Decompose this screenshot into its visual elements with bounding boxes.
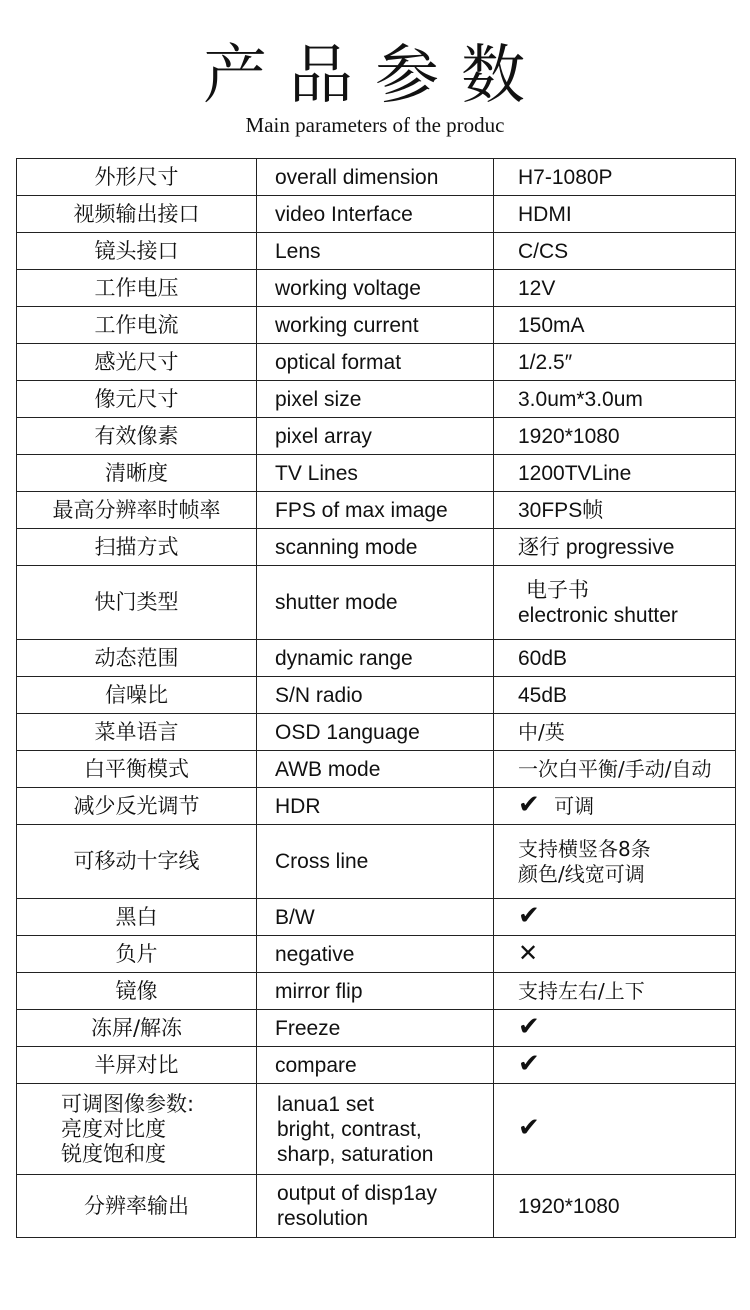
- param-value: 1/2.5″: [494, 344, 736, 381]
- param-value: 一次白平衡/手动/自动: [494, 751, 736, 788]
- table-row: [17, 640, 736, 677]
- param-name-en: working voltage: [257, 270, 494, 307]
- param-name-en: FPS of max image: [257, 492, 494, 529]
- param-value: [494, 936, 736, 973]
- param-value: 150mA: [494, 307, 736, 344]
- param-name-line: resolution: [277, 1207, 369, 1230]
- param-name-zh: 白平衡模式: [17, 751, 257, 788]
- table-row: [17, 159, 736, 196]
- param-name-zh: 工作电压: [17, 270, 257, 307]
- param-name-en: scanning mode: [257, 529, 494, 566]
- param-name-en: pixel array: [257, 418, 494, 455]
- param-name-zh: 有效像素: [17, 418, 257, 455]
- param-name-zh: 镜像: [17, 973, 257, 1010]
- param-name-zh: 工作电流: [17, 307, 257, 344]
- param-value: [494, 825, 736, 899]
- table-row: [17, 233, 736, 270]
- param-name-en: mirror flip: [257, 973, 494, 1010]
- param-name-en: video Interface: [257, 196, 494, 233]
- param-name-en: [257, 1175, 494, 1238]
- param-name-zh: 扫描方式: [17, 529, 257, 566]
- param-value: 3.0um*3.0um: [494, 381, 736, 418]
- table-row: [17, 788, 736, 825]
- check-icon: ✔: [518, 1012, 540, 1042]
- param-value: 12V: [494, 270, 736, 307]
- param-name-en: Lens: [257, 233, 494, 270]
- param-name-line: 锐度饱和度: [61, 1141, 166, 1166]
- param-value: HDMI: [494, 196, 736, 233]
- table-row: [17, 751, 736, 788]
- param-name-en: compare: [257, 1047, 494, 1084]
- param-value: H7-1080P: [494, 159, 736, 196]
- param-name-zh: 镜头接口: [17, 233, 257, 270]
- param-name-en: [257, 1084, 494, 1175]
- param-name-en: negative: [257, 936, 494, 973]
- check-icon: ✔: [518, 901, 540, 931]
- param-name-en: HDR: [257, 788, 494, 825]
- param-name-en: S/N radio: [257, 677, 494, 714]
- param-value-line: 颜色/线宽可调: [518, 861, 645, 886]
- param-name-zh: 最高分辨率时帧率: [17, 492, 257, 529]
- param-name-zh: [17, 1084, 257, 1175]
- table-row: [17, 418, 736, 455]
- param-name-line: 亮度对比度: [61, 1116, 166, 1141]
- table-row: [17, 714, 736, 751]
- param-value: [494, 899, 736, 936]
- table-row: [17, 1010, 736, 1047]
- page-subtitle: Main parameters of the produc: [245, 113, 505, 137]
- table-row: [17, 1175, 736, 1238]
- param-name-zh: 冻屏/解冻: [17, 1010, 257, 1047]
- param-name-en: shutter mode: [257, 566, 494, 640]
- param-name-zh: 动态范围: [17, 640, 257, 677]
- param-name-line: sharp, saturation: [277, 1142, 434, 1166]
- cross-icon: ✕: [518, 939, 539, 967]
- param-name-en: B/W: [257, 899, 494, 936]
- table-row: [17, 825, 736, 899]
- param-name-zh: 外形尺寸: [17, 159, 257, 196]
- table-row: [17, 1047, 736, 1084]
- param-name-zh: 减少反光调节: [17, 788, 257, 825]
- param-value: 1920*1080: [494, 1175, 736, 1238]
- param-value: [494, 566, 736, 640]
- param-value: 1920*1080: [494, 418, 736, 455]
- param-name-zh: 负片: [17, 936, 257, 973]
- table-row: [17, 566, 736, 640]
- table-row: [17, 1084, 736, 1175]
- param-name-line: bright, contrast,: [277, 1117, 422, 1141]
- table-row: [17, 677, 736, 714]
- param-name-line: 可调图像参数:: [61, 1091, 195, 1116]
- param-value-line: 支持横竖各8条: [518, 836, 651, 861]
- page-title: 产品参数: [203, 39, 547, 113]
- table-row: [17, 492, 736, 529]
- param-value: 逐行 progressive: [494, 529, 736, 566]
- check-icon: ✔: [518, 1049, 540, 1079]
- param-value-line: electronic shutter: [518, 603, 678, 627]
- param-name-en: dynamic range: [257, 640, 494, 677]
- param-name-en: TV Lines: [257, 455, 494, 492]
- param-name-zh: 快门类型: [17, 566, 257, 640]
- param-value-line: 电子书: [526, 578, 589, 602]
- param-name-en: pixel size: [257, 381, 494, 418]
- param-name-line: lanua1 set: [277, 1092, 374, 1116]
- check-icon: ✔: [518, 1113, 540, 1143]
- param-value: 支持左右/上下: [494, 973, 736, 1010]
- param-value: 1200TVLine: [494, 455, 736, 492]
- param-value: 30FPS帧: [494, 492, 736, 529]
- table-row: [17, 936, 736, 973]
- param-value: [494, 788, 736, 825]
- table-row: [17, 899, 736, 936]
- param-name-line: output of disp1ay: [277, 1182, 437, 1205]
- param-value: 中/英: [494, 714, 736, 751]
- param-value: 45dB: [494, 677, 736, 714]
- param-name-en: Freeze: [257, 1010, 494, 1047]
- param-name-en: Cross line: [257, 825, 494, 899]
- param-value: [494, 1084, 736, 1175]
- param-name-zh: 清晰度: [17, 455, 257, 492]
- check-icon: ✔: [518, 790, 540, 820]
- param-value: [494, 1010, 736, 1047]
- param-name-zh: 视频输出接口: [17, 196, 257, 233]
- param-value-text: 可调: [554, 794, 595, 818]
- param-name-zh: 信噪比: [17, 677, 257, 714]
- table-row: [17, 270, 736, 307]
- table-row: [17, 344, 736, 381]
- param-name-en: overall dimension: [257, 159, 494, 196]
- spec-table: [16, 158, 736, 1238]
- table-row: [17, 381, 736, 418]
- param-name-zh: 像元尺寸: [17, 381, 257, 418]
- param-name-en: working current: [257, 307, 494, 344]
- param-name-zh: 感光尺寸: [17, 344, 257, 381]
- table-row: [17, 529, 736, 566]
- param-name-en: optical format: [257, 344, 494, 381]
- param-name-zh: 分辨率输出: [17, 1175, 257, 1238]
- param-name-en: OSD 1anguage: [257, 714, 494, 751]
- param-name-zh: 可移动十字线: [17, 825, 257, 899]
- table-row: [17, 307, 736, 344]
- table-row: [17, 973, 736, 1010]
- table-row: [17, 455, 736, 492]
- param-name-zh: 半屏对比: [17, 1047, 257, 1084]
- param-name-en: AWB mode: [257, 751, 494, 788]
- param-name-zh: 黑白: [17, 899, 257, 936]
- param-name-zh: 菜单语言: [17, 714, 257, 751]
- table-row: [17, 196, 736, 233]
- param-value: C/CS: [494, 233, 736, 270]
- param-value: 60dB: [494, 640, 736, 677]
- param-value: [494, 1047, 736, 1084]
